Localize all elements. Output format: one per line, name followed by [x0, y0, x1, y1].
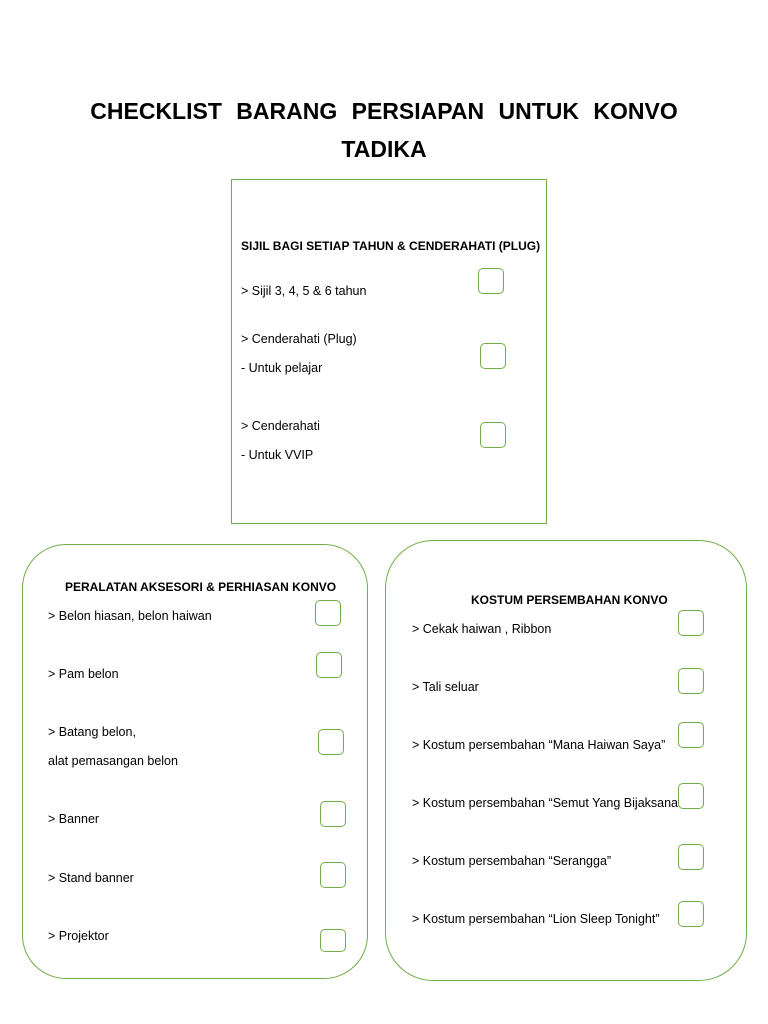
aksesori-item-6-checkbox[interactable] [320, 929, 346, 952]
kostum-item-2-label: > Tali seluar [412, 680, 479, 694]
page-title-line2: TADIKA [341, 136, 427, 162]
kostum-item-3-label: > Kostum persembahan “Mana Haiwan Saya” [412, 738, 666, 752]
aksesori-item-4-label: > Banner [48, 812, 100, 826]
kostum-item-2-checkbox[interactable] [678, 668, 704, 694]
kostum-heading: KOSTUM PERSEMBAHAN KONVO [471, 593, 668, 607]
kostum-item-5-checkbox[interactable] [678, 844, 704, 870]
aksesori-item-1-checkbox[interactable] [315, 600, 341, 626]
sijil-item-2-checkbox[interactable] [480, 343, 506, 369]
aksesori-item-3-checkbox[interactable] [318, 729, 344, 755]
sijil-item-2-label: > Cenderahati (Plug) [241, 332, 357, 346]
aksesori-item-2-label: > Pam belon [48, 667, 119, 681]
sijil-heading: SIJIL BAGI SETIAP TAHUN & CENDERAHATI (PLUG) [241, 239, 541, 253]
aksesori-heading: PERALATAN AKSESORI & PERHIASAN KONVO [65, 580, 337, 594]
kostum-item-4-checkbox[interactable] [678, 783, 704, 809]
kostum-item-1-checkbox[interactable] [678, 610, 704, 636]
sijil-item-3-checkbox[interactable] [480, 422, 506, 448]
kostum-item-6-checkbox[interactable] [678, 901, 704, 927]
kostum-item-3-checkbox[interactable] [678, 722, 704, 748]
kostum-item-5-label: > Kostum persembahan “Serangga” [412, 854, 612, 868]
page-title-line1: CHECKLIST BARANG PERSIAPAN UNTUK KONVO [90, 98, 678, 124]
sijil-item-1-checkbox[interactable] [478, 268, 504, 294]
aksesori-item-5-checkbox[interactable] [320, 862, 346, 888]
aksesori-item-3-label: > Batang belon, [48, 725, 136, 739]
aksesori-item-4-checkbox[interactable] [320, 801, 346, 827]
sijil-item-2-sublabel: - Untuk pelajar [241, 361, 323, 375]
page-title [90, 92, 678, 168]
kostum-item-4-label: > Kostum persembahan “Semut Yang Bijaksana [412, 796, 679, 810]
sijil-item-1-label: > Sijil 3, 4, 5 & 6 tahun [241, 284, 367, 298]
aksesori-item-1-label: > Belon hiasan, belon haiwan [48, 609, 212, 623]
kostum-item-1-label: > Cekak haiwan , Ribbon [412, 622, 552, 636]
sijil-item-3-label: > Cenderahati [241, 419, 320, 433]
aksesori-item-6-label: > Projektor [48, 929, 109, 943]
aksesori-item-2-checkbox[interactable] [316, 652, 342, 678]
aksesori-item-5-label: > Stand banner [48, 871, 134, 885]
kostum-item-6-label: > Kostum persembahan “Lion Sleep Tonight” [412, 912, 660, 926]
sijil-item-3-sublabel: - Untuk VVIP [241, 448, 314, 462]
aksesori-item-3-sublabel: alat pemasangan belon [48, 754, 178, 768]
